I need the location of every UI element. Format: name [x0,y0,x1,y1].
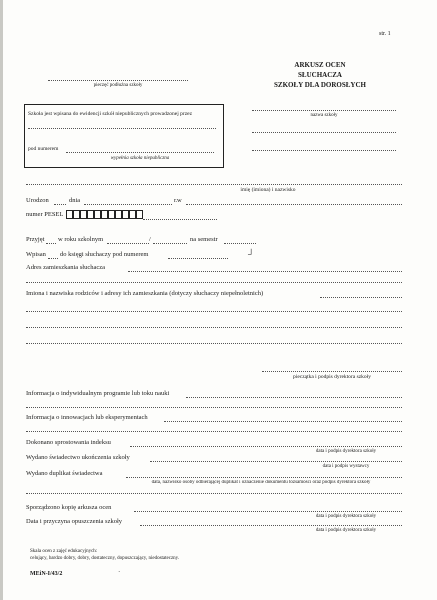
stamp-caption: pieczęć podłużna szkoły [93,83,143,88]
parents-label: Imiona i nazwiska rodziców i adresy ich zamieszkania (dotyczy słuchaczy niepełnoletnich) [26,290,264,297]
enrolled-suffix-field[interactable] [48,258,58,259]
registry-line[interactable] [28,128,216,129]
pesel-cell[interactable] [66,210,73,219]
principal-signature-line[interactable] [262,371,402,372]
footnote-line-2: celujący, bardzo dobry, dobry, dostateczny, dopuszczający, niedostateczny. [30,556,180,561]
parents-field-3[interactable] [26,327,402,328]
copy-field[interactable] [134,511,402,512]
school-year-label: w roku szkolnym [58,236,104,243]
copy-sig-caption: data i podpis dyrektora szkoły [315,514,377,519]
certificate-field[interactable] [150,461,402,462]
born-label: Urodzon [26,197,49,204]
leave-sig-caption: data i podpis dyrektora szkoły [315,528,377,533]
leave-field[interactable] [140,525,402,526]
stamp-line [48,80,188,81]
certificate-sig-caption: data i podpis wystawcy [322,464,370,469]
school-name-line-2 [252,132,396,133]
school-year-to-field[interactable] [153,243,187,244]
school-year-from-field[interactable] [107,243,149,244]
leave-label: Data i przyczyna opuszczenia szkoły [26,518,123,525]
registry-number-field[interactable] [66,152,214,153]
school-year-slash: / [149,236,151,243]
handwritten-mark: ┘ [248,249,255,259]
semester-label: na semestr [190,236,218,243]
duplicate-field-2[interactable] [26,493,402,494]
title-line-2: SŁUCHACZA [298,71,342,79]
individual-program-field-2[interactable] [26,407,402,408]
pesel-cell[interactable] [129,210,136,219]
correction-label: Dokonano sprostowania indeksu [26,439,111,446]
pesel-extra-line[interactable] [143,219,217,220]
name-field[interactable] [26,184,402,185]
registry-book-label: do księgi słuchaczy pod numerem [60,251,149,258]
title-line-1: ARKUSZ OCEN [294,61,346,69]
form-code: MEiN-I/43/2 [30,571,63,577]
registry-book-number-field[interactable] [168,258,228,259]
correction-field[interactable] [130,446,402,447]
pesel-cell[interactable] [80,210,87,219]
in-label: w [177,197,182,204]
pesel-cell[interactable] [108,210,115,219]
registry-text: Szkoła jest wpisana do ewidencji szkół niepublicznych prowadzonej przez [28,111,193,117]
parents-field-1[interactable] [320,297,402,298]
duplicate-label: Wydano duplikat świadectwa [26,470,103,477]
birth-date-field[interactable] [84,204,172,205]
page-number: str. 1 [379,31,391,37]
correction-sig-caption: data i podpis dyrektora szkoły [315,449,377,454]
semester-field[interactable] [224,243,256,244]
school-name-line [252,110,396,111]
admitted-suffix-field[interactable] [46,243,56,244]
address-label: Adres zamieszkania słuchacza [26,264,106,271]
pesel-cell[interactable] [73,210,80,219]
birth-place-field[interactable] [186,204,402,205]
innovation-label: Informacja o innowacjach lub eksperymentach [26,414,148,421]
admitted-label: Przyjęt [26,236,45,243]
school-name-line-3 [252,150,396,151]
parents-field-4[interactable] [26,343,402,344]
registry-number-label: pod numerem [28,146,59,152]
innovation-field-2[interactable] [26,431,402,432]
scan-edge [0,0,3,600]
school-name-caption: nazwa szkoły [310,113,338,118]
pesel-cell[interactable] [94,210,101,219]
pesel-cell[interactable] [87,210,94,219]
duplicate-field-1[interactable] [126,477,402,478]
parents-field-2[interactable] [26,311,402,312]
pesel-cell[interactable] [122,210,129,219]
year-label: r. [174,197,178,204]
name-caption: imię (imiona) i nazwisko [240,187,296,193]
scan-speck: · [118,568,121,576]
individual-program-label: Informacja o indywidualnym programie lub toku nauki [26,390,170,397]
pesel-cell[interactable] [136,210,143,219]
born-suffix-field[interactable] [54,204,66,205]
pesel-cell[interactable] [115,210,122,219]
pesel-label: numer PESEL [26,211,64,218]
pesel-cell[interactable] [101,210,108,219]
certificate-label: Wydano świadectwo ukończenia szkoły [26,454,130,461]
duplicate-caption: data, nazwisko osoby odbierającej duplikat i oznaczenie dokumentu tożsamości oraz podpis dyrektora szkoły [151,480,371,485]
innovation-field-1[interactable] [164,421,402,422]
address-field-1[interactable] [128,271,402,272]
address-field-2[interactable] [26,282,402,283]
individual-program-field-1[interactable] [186,397,402,398]
registry-caption: wypełnia szkoła niepubliczna [110,156,170,161]
copy-label: Sporządzono kopię arkusza ocen [26,504,112,511]
title-line-3: SZKOŁY DLA DOROSŁYCH [274,81,366,89]
footnote-line-1: Skala ocen z zajęć edukacyjnych: [30,549,98,554]
enrolled-label: Wpisan [26,251,46,258]
principal-stamp-caption: pieczątka i podpis dyrektora szkoły [293,374,371,380]
day-label: dnia [69,197,81,204]
